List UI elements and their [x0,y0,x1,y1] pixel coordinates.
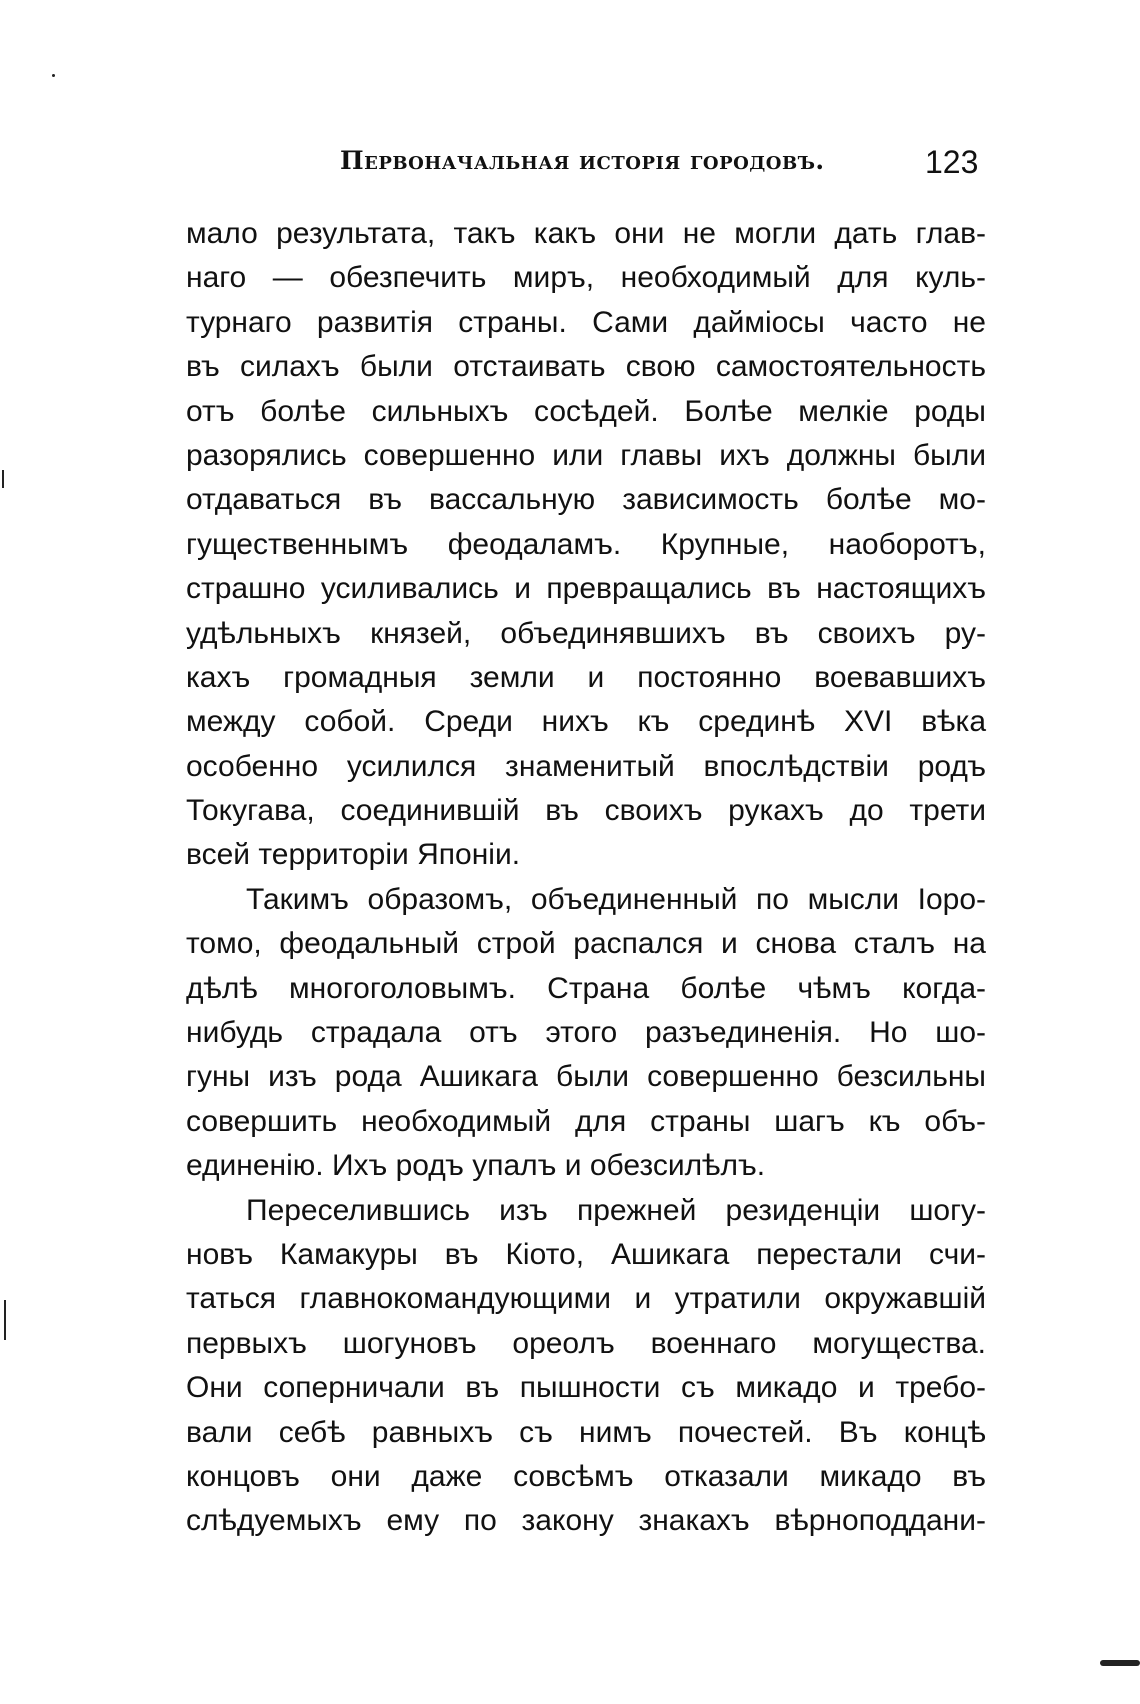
text-line: первыхъ шогуновъ ореолъ военнаго могущества. [186,1326,986,1360]
text-line: въ силахъ были отстаивать свою самостоятельность [186,350,986,384]
text-line: отдаваться въ вассальную зависимость болѣе мо- [186,483,986,517]
text-line: новъ Камакуры въ Кіото, Ашикага перестали счи- [186,1237,986,1271]
text-line: удѣльныхъ князей, объединявшихъ въ своихъ ру- [186,616,986,650]
scan-edge-mark [2,470,4,488]
text-line: дѣлѣ многоголовымъ. Страна болѣе чѣмъ когда- [186,971,986,1005]
text-line: разорялись совершенно или главы ихъ должны были [186,438,986,472]
text-line: Переселившись изъ прежней резиденціи шогу- [246,1193,986,1227]
text-line: турнаго развитія страны. Сами дайміосы часто не [186,305,986,339]
scan-edge-mark [4,1300,6,1340]
text-line: кахъ громадныя земли и постоянно воевавшихъ [186,660,986,694]
text-line: Они соперничали въ пышности съ микадо и требо- [186,1371,986,1405]
text-line: гущественнымъ феодаламъ. Крупные, наоборотъ, [186,527,986,561]
text-line: всей территоріи Японіи. [186,838,521,872]
text-line: нибудь страдала отъ этого разъединенія. Но шо- [186,1016,986,1050]
page-number: 123 [925,144,979,180]
text-line: концовъ они даже совсѣмъ отказали микадо въ [186,1459,986,1493]
text-line: Токугава, соединившій въ своихъ рукахъ до трети [186,794,986,828]
text-line: страшно усиливались и превращались въ настоящихъ [186,572,986,606]
scan-edge-mark [1100,1660,1140,1666]
text-line: между собой. Среди нихъ къ срединѣ XVI вѣка [186,705,986,739]
text-line: единенію. Ихъ родъ упалъ и обезсилѣлъ. [186,1149,766,1183]
text-line: наго — обезпечить миръ, необходимый для куль- [186,261,986,295]
running-title: Первоначальная исторія городовъ. [340,146,825,175]
text-line: отъ болѣе сильныхъ сосѣдей. Болѣе мелкіе роды [186,394,986,428]
scan-speck [52,74,55,77]
text-line: гуны изъ рода Ашикага были совершенно безсильны [186,1060,986,1094]
text-line: Такимъ образомъ, объединенный по мысли Іоро- [246,882,986,916]
text-line: слѣдуемыхъ ему по закону знакахъ вѣрноподдани- [186,1504,986,1538]
text-line: томо, феодальный строй распался и снова сталъ на [186,927,986,961]
text-line: таться главнокомандующими и утратили окружавшій [186,1282,986,1316]
text-line: мало результата, такъ какъ они не могли дать глав- [186,217,986,250]
text-line: особенно усилился знаменитый впослѣдствіи родъ [186,749,986,783]
text-line: вали себѣ равныхъ съ нимъ почестей. Въ концѣ [186,1415,986,1449]
text-line: совершить необходимый для страны шагъ къ объ- [186,1104,986,1138]
text-body [186,212,986,1544]
